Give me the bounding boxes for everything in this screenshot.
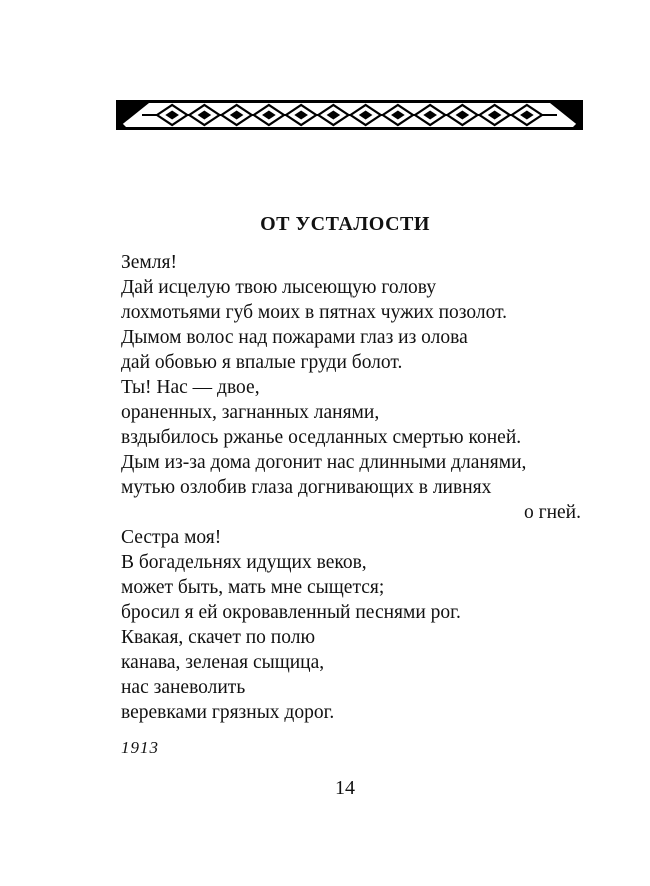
ornament-diamond-core xyxy=(359,111,373,120)
poem-date: 1913 xyxy=(121,738,159,757)
poem-line: Дым из-за дома догонит нас длинными дланями, xyxy=(121,452,527,473)
ornament-diamond-core xyxy=(230,111,244,120)
ornament-diamond-core xyxy=(262,111,276,120)
poem-title: ОТ УСТАЛОСТИ xyxy=(260,213,430,235)
ornament-diamond-core xyxy=(488,111,502,120)
poem-line: Ты! Нас — двое, xyxy=(121,377,260,398)
ornament-diamond-core xyxy=(198,111,212,120)
poem-line: Земля! xyxy=(121,252,177,273)
ornament-diamond-core xyxy=(327,111,341,120)
ornament-diamond-core xyxy=(456,111,470,120)
poem-line: веревками грязных дорог. xyxy=(121,702,335,723)
ornament-diamond-core xyxy=(520,111,534,120)
decorative-diamond-band-icon xyxy=(116,100,583,130)
poem-line: Дымом волос над пожарами глаз из олова xyxy=(121,327,468,348)
poem-line: мутью озлобив глаза догнивающих в ливнях xyxy=(121,477,492,498)
poem-body xyxy=(121,250,581,725)
poem-line: дай обовью я впалые груди болот. xyxy=(121,352,403,373)
poem-line: вздыбилось ржанье оседланных смертью коней. xyxy=(121,427,522,448)
poem-line: о гней. xyxy=(523,502,581,523)
poem-line: бросил я ей окровавленный песнями рог. xyxy=(121,602,461,623)
ornament-diamond-core xyxy=(423,111,437,120)
poem-line: Сестра моя! xyxy=(121,527,222,548)
ornament-diamond-core xyxy=(165,111,179,120)
poem-line: Дай исцелую твою лысеющую голову xyxy=(121,277,437,298)
page-number: 14 xyxy=(335,777,355,799)
poem-line: лохмотьями губ моих в пятнах чужих позолот. xyxy=(121,302,508,323)
poem-line: Квакая, скачет по полю xyxy=(121,627,316,648)
poem-line: канава, зеленая сыщица, xyxy=(121,652,325,673)
poem-line: может быть, мать мне сыщется; xyxy=(121,577,385,598)
ornament-diamond-core xyxy=(294,111,308,120)
ornament-diamond-core xyxy=(391,111,405,120)
poem-line: ораненных, загнанных ланями, xyxy=(121,402,380,423)
poem-line: нас заневолить xyxy=(121,677,246,698)
poem-line: В богадельнях идущих веков, xyxy=(121,552,367,573)
